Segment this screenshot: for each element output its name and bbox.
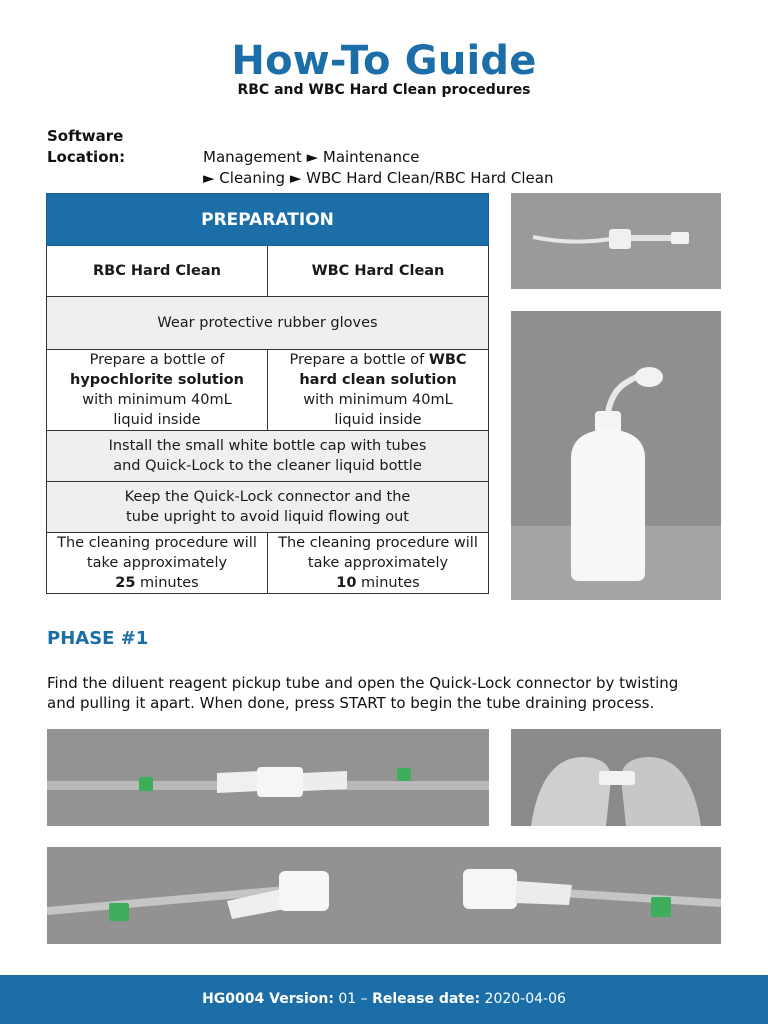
software-location-label: Software Location: xyxy=(47,127,126,166)
software-location-path-1: Management ► Maintenance xyxy=(203,148,420,166)
release-date-label: Release date: xyxy=(372,991,481,1007)
document-code: HG0004 xyxy=(202,991,265,1007)
step-install-cap: Install the small white bottle cap with tubes and Quick-Lock to the cleaner liquid bottle xyxy=(47,431,489,482)
footer: HG0004 Version: 01 – Release date: 2020-04-06 xyxy=(0,975,768,1024)
phase-1-heading: PHASE #1 xyxy=(47,628,149,649)
column-wbc-hard-clean: WBC Hard Clean xyxy=(268,246,489,297)
step-keep-upright: Keep the Quick-Lock connector and the tube upright to avoid liquid flowing out xyxy=(47,482,489,533)
version-value: 01 xyxy=(333,991,357,1007)
preparation-header: PREPARATION xyxy=(47,194,489,246)
release-date-value: 2020-04-06 xyxy=(480,991,566,1007)
preparation-table xyxy=(46,193,489,594)
step-wbc-bottle: Prepare a bottle of WBC hard clean solution with minimum 40mL liquid inside xyxy=(268,350,489,431)
phase-1-instructions: Find the diluent reagent pickup tube and open the Quick-Lock connector by twisting and pulling it apart. When done, press START to begin the tube draining process. xyxy=(47,674,679,712)
hands-twisting-photo xyxy=(511,729,721,826)
quick-lock-open-photo xyxy=(47,847,721,944)
step-rbc-bottle: Prepare a bottle of hypochlorite solution with minimum 40mL liquid inside xyxy=(47,350,268,431)
step-wbc-duration: The cleaning procedure will take approximately 10 minutes xyxy=(268,533,489,594)
page-subtitle: RBC and WBC Hard Clean procedures xyxy=(237,82,531,98)
quick-lock-connected-photo xyxy=(47,729,489,826)
bottle-cap-photo xyxy=(511,193,721,289)
version-label: Version: xyxy=(264,991,334,1007)
page-title: How-To Guide xyxy=(231,38,537,84)
bottle-photo xyxy=(511,311,721,600)
column-rbc-hard-clean: RBC Hard Clean xyxy=(47,246,268,297)
software-location-path-2: ► Cleaning ► WBC Hard Clean/RBC Hard Clean xyxy=(203,169,554,187)
step-gloves: Wear protective rubber gloves xyxy=(47,297,489,350)
software-location xyxy=(47,126,553,189)
step-rbc-duration: The cleaning procedure will take approximately 25 minutes xyxy=(47,533,268,594)
